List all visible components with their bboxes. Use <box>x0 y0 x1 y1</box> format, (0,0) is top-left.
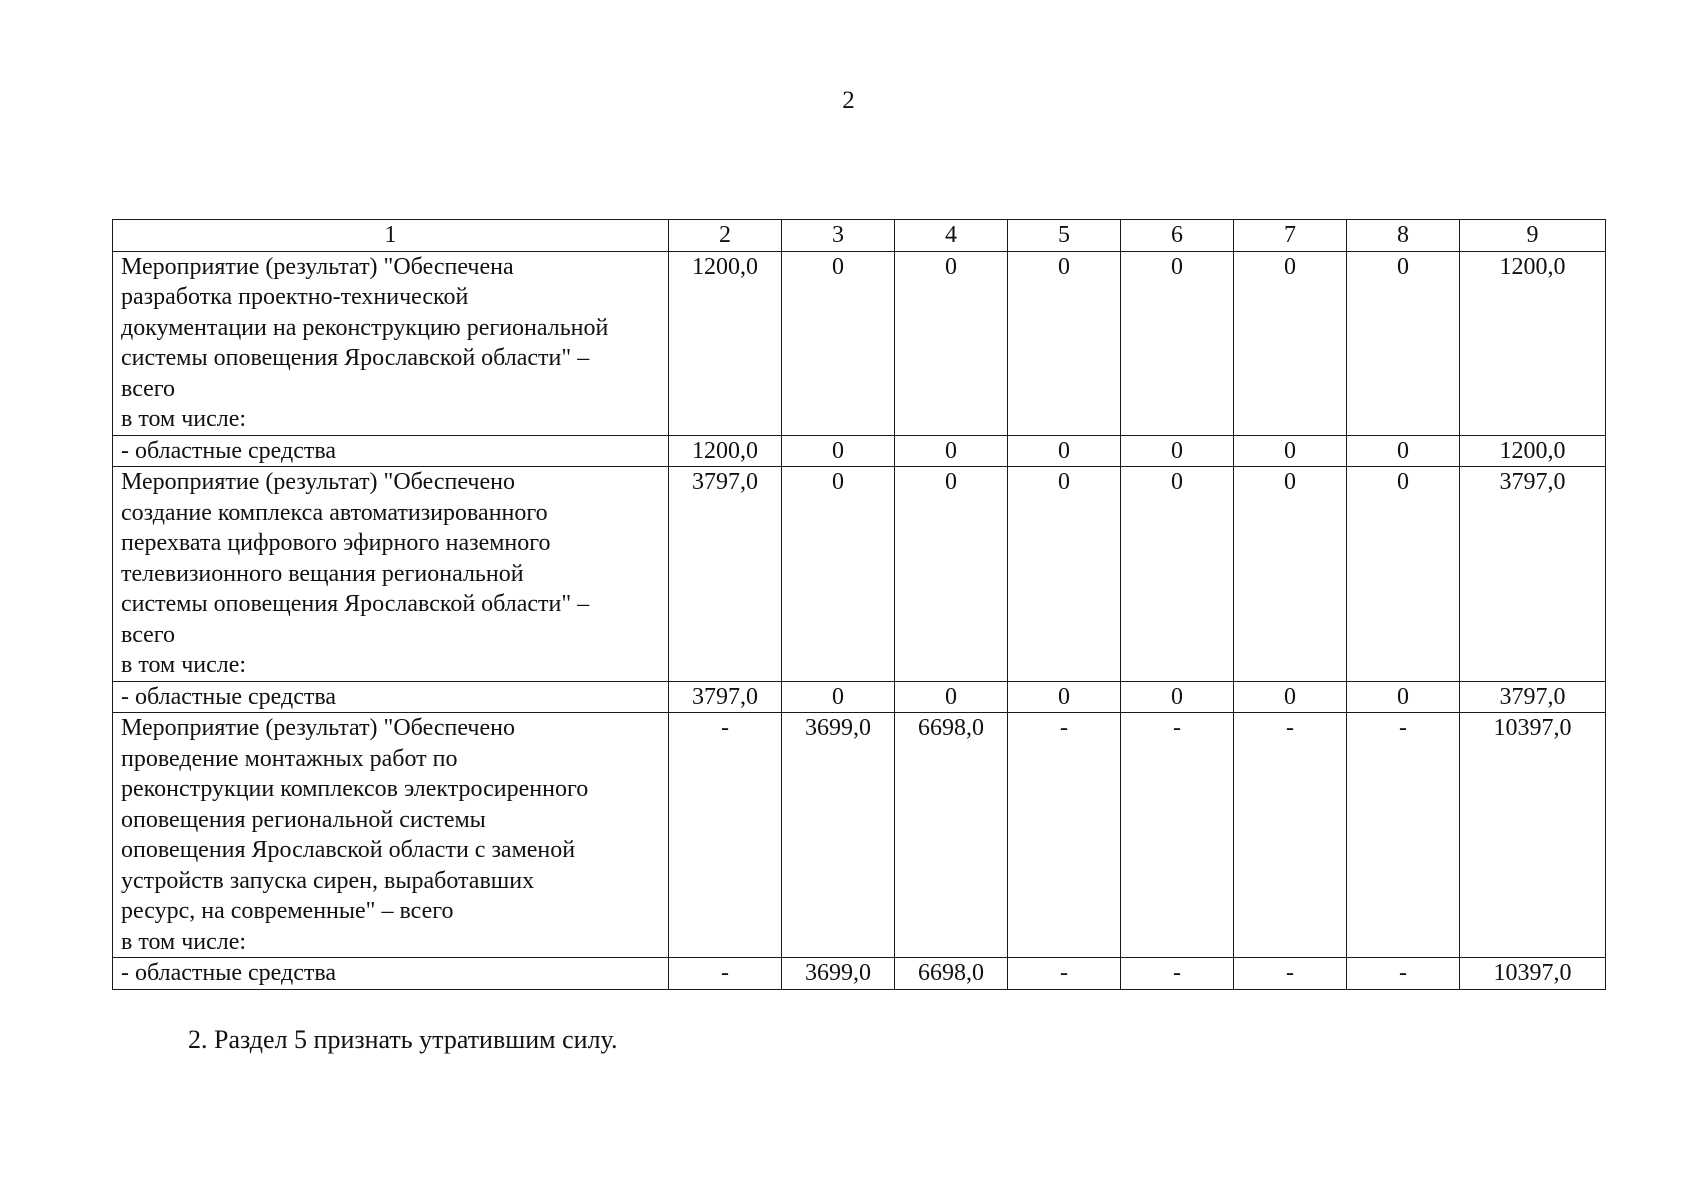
value-cell: 0 <box>1234 251 1347 435</box>
value-cell: 1200,0 <box>669 251 782 435</box>
column-header: 9 <box>1460 220 1606 252</box>
value-cell: - <box>669 958 782 990</box>
budget-table-container <box>112 219 1606 990</box>
value-cell: - <box>1121 713 1234 958</box>
value-cell: 0 <box>782 251 895 435</box>
value-cell: 0 <box>1347 435 1460 467</box>
value-cell: - <box>1347 713 1460 958</box>
column-header: 6 <box>1121 220 1234 252</box>
activity-name-cell: Мероприятие (результат) "Обеспечено проведение монтажных работ по реконструкции комплексов электросиренного оповещения региональной системы оповещения Ярославской области с заменой устройств запуска сирен, выработавших ресурс, на современные" – всего в том числе: <box>113 713 669 958</box>
budget-table <box>112 219 1606 990</box>
value-cell: 0 <box>1121 435 1234 467</box>
value-cell: 1200,0 <box>669 435 782 467</box>
table-row-activity <box>113 251 1606 435</box>
value-cell: 3797,0 <box>669 681 782 713</box>
funding-source-cell: - областные средства <box>113 958 669 990</box>
value-cell: 0 <box>1008 435 1121 467</box>
value-cell: 0 <box>1234 435 1347 467</box>
table-row-funding <box>113 435 1606 467</box>
value-cell: 0 <box>895 435 1008 467</box>
value-cell: 0 <box>1008 467 1121 682</box>
value-cell: 0 <box>1347 467 1460 682</box>
value-cell: - <box>1121 958 1234 990</box>
value-cell: 0 <box>895 681 1008 713</box>
value-cell: 0 <box>1347 251 1460 435</box>
value-cell: 0 <box>1347 681 1460 713</box>
value-cell: 6698,0 <box>895 958 1008 990</box>
value-cell: 6698,0 <box>895 713 1008 958</box>
value-cell: - <box>1008 958 1121 990</box>
value-cell: 0 <box>1008 251 1121 435</box>
value-cell: 3797,0 <box>669 467 782 682</box>
value-cell: - <box>1008 713 1121 958</box>
value-cell: 3699,0 <box>782 958 895 990</box>
column-header: 1 <box>113 220 669 252</box>
funding-source-cell: - областные средства <box>113 435 669 467</box>
value-cell: - <box>1234 958 1347 990</box>
total-cell: 1200,0 <box>1460 251 1606 435</box>
value-cell: - <box>1347 958 1460 990</box>
value-cell: 0 <box>782 681 895 713</box>
table-row-funding <box>113 958 1606 990</box>
total-cell: 3797,0 <box>1460 681 1606 713</box>
activity-name-cell: Мероприятие (результат) "Обеспечена разработка проектно-технической документации на реконструкцию региональной системы оповещения Ярославской области" – всего в том числе: <box>113 251 669 435</box>
value-cell: 0 <box>895 251 1008 435</box>
value-cell: 0 <box>1008 681 1121 713</box>
value-cell: 3699,0 <box>782 713 895 958</box>
column-header: 2 <box>669 220 782 252</box>
total-cell: 10397,0 <box>1460 958 1606 990</box>
value-cell: 0 <box>1121 467 1234 682</box>
column-header: 4 <box>895 220 1008 252</box>
activity-name-cell: Мероприятие (результат) "Обеспечено создание комплекса автоматизированного перехвата цифрового эфирного наземного телевизионного вещания региональной системы оповещения Ярославской области" – всего в том числе: <box>113 467 669 682</box>
value-cell: - <box>669 713 782 958</box>
table-row-activity <box>113 467 1606 682</box>
column-header: 7 <box>1234 220 1347 252</box>
value-cell: 0 <box>1121 251 1234 435</box>
value-cell: 0 <box>895 467 1008 682</box>
value-cell: 0 <box>1121 681 1234 713</box>
column-header: 3 <box>782 220 895 252</box>
page-number: 2 <box>842 87 855 114</box>
funding-source-cell: - областные средства <box>113 681 669 713</box>
table-header-row <box>113 220 1606 252</box>
value-cell: 0 <box>782 435 895 467</box>
column-header: 8 <box>1347 220 1460 252</box>
value-cell: - <box>1234 713 1347 958</box>
total-cell: 1200,0 <box>1460 435 1606 467</box>
value-cell: 0 <box>782 467 895 682</box>
column-header: 5 <box>1008 220 1121 252</box>
table-row-activity <box>113 713 1606 958</box>
total-cell: 3797,0 <box>1460 467 1606 682</box>
total-cell: 10397,0 <box>1460 713 1606 958</box>
value-cell: 0 <box>1234 467 1347 682</box>
value-cell: 0 <box>1234 681 1347 713</box>
closing-paragraph: 2. Раздел 5 признать утратившим силу. <box>188 1025 618 1054</box>
table-row-funding <box>113 681 1606 713</box>
